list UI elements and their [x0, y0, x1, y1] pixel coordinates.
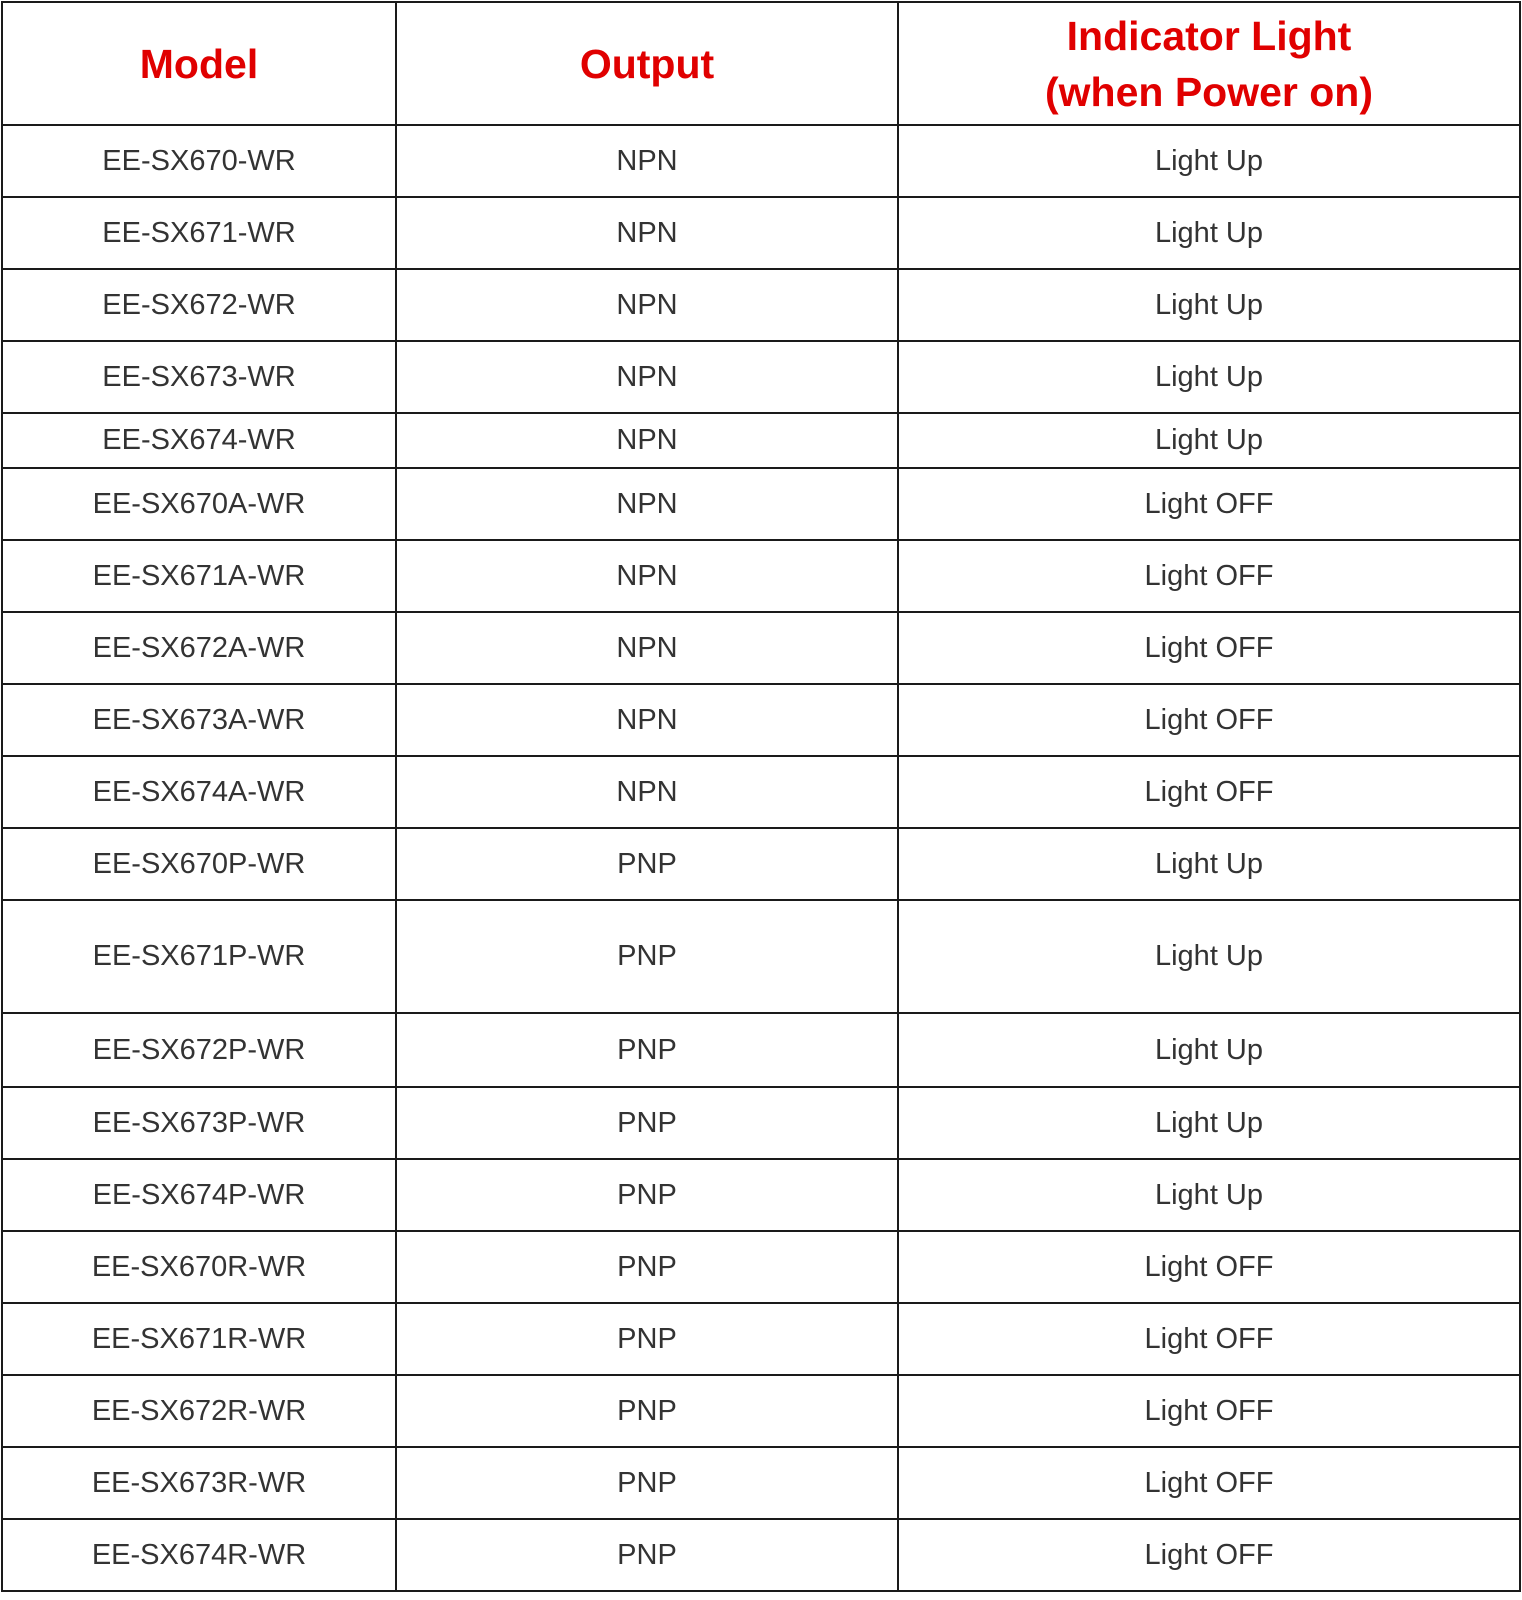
cell-indicator: Light OFF	[898, 1231, 1520, 1303]
cell-model: EE-SX670P-WR	[2, 828, 396, 900]
cell-output: NPN	[396, 684, 898, 756]
cell-indicator: Light Up	[898, 269, 1520, 341]
table-row	[2, 1087, 1520, 1159]
cell-output: PNP	[396, 1447, 898, 1519]
cell-output: PNP	[396, 900, 898, 1013]
cell-model: EE-SX671R-WR	[2, 1303, 396, 1375]
cell-indicator: Light Up	[898, 900, 1520, 1013]
cell-indicator: Light OFF	[898, 1375, 1520, 1447]
header-output: Output	[396, 2, 898, 125]
table-row	[2, 413, 1520, 468]
cell-indicator: Light Up	[898, 413, 1520, 468]
cell-model: EE-SX672-WR	[2, 269, 396, 341]
cell-indicator: Light Up	[898, 125, 1520, 197]
table-row	[2, 468, 1520, 540]
cell-output: NPN	[396, 612, 898, 684]
table-row	[2, 1231, 1520, 1303]
table-row	[2, 341, 1520, 413]
header-model: Model	[2, 2, 396, 125]
cell-indicator: Light Up	[898, 341, 1520, 413]
cell-model: EE-SX671P-WR	[2, 900, 396, 1013]
cell-model: EE-SX671-WR	[2, 197, 396, 269]
cell-output: NPN	[396, 756, 898, 828]
table-row	[2, 684, 1520, 756]
cell-model: EE-SX674A-WR	[2, 756, 396, 828]
cell-output: NPN	[396, 341, 898, 413]
header-row	[2, 2, 1520, 125]
cell-model: EE-SX670R-WR	[2, 1231, 396, 1303]
cell-model: EE-SX673A-WR	[2, 684, 396, 756]
cell-output: PNP	[396, 828, 898, 900]
cell-output: PNP	[396, 1087, 898, 1159]
table-row	[2, 1159, 1520, 1231]
header-indicator-line2: (when Power on)	[1045, 68, 1373, 115]
table-row	[2, 1013, 1520, 1087]
cell-indicator: Light OFF	[898, 540, 1520, 612]
cell-indicator: Light OFF	[898, 1519, 1520, 1591]
cell-output: NPN	[396, 125, 898, 197]
cell-indicator: Light OFF	[898, 1303, 1520, 1375]
table-row	[2, 612, 1520, 684]
table-row	[2, 1519, 1520, 1591]
cell-indicator: Light Up	[898, 197, 1520, 269]
cell-output: PNP	[396, 1159, 898, 1231]
table-row	[2, 125, 1520, 197]
cell-model: EE-SX673-WR	[2, 341, 396, 413]
table-row	[2, 900, 1520, 1013]
cell-model: EE-SX673P-WR	[2, 1087, 396, 1159]
table-row	[2, 828, 1520, 900]
cell-indicator: Light OFF	[898, 756, 1520, 828]
cell-indicator: Light OFF	[898, 612, 1520, 684]
cell-indicator: Light Up	[898, 1159, 1520, 1231]
cell-model: EE-SX674P-WR	[2, 1159, 396, 1231]
cell-model: EE-SX672A-WR	[2, 612, 396, 684]
cell-model: EE-SX672R-WR	[2, 1375, 396, 1447]
cell-output: PNP	[396, 1375, 898, 1447]
cell-model: EE-SX670-WR	[2, 125, 396, 197]
cell-model: EE-SX670A-WR	[2, 468, 396, 540]
header-indicator-line1: Indicator Light	[1066, 12, 1352, 59]
table-row	[2, 197, 1520, 269]
spec-table	[1, 1, 1521, 1592]
cell-model: EE-SX673R-WR	[2, 1447, 396, 1519]
cell-output: NPN	[396, 468, 898, 540]
cell-output: NPN	[396, 540, 898, 612]
header-indicator	[898, 2, 1520, 125]
cell-output: PNP	[396, 1231, 898, 1303]
cell-indicator: Light OFF	[898, 1447, 1520, 1519]
cell-indicator: Light Up	[898, 1013, 1520, 1087]
table-row	[2, 1375, 1520, 1447]
table-row	[2, 540, 1520, 612]
table-row	[2, 1447, 1520, 1519]
cell-model: EE-SX671A-WR	[2, 540, 396, 612]
cell-output: PNP	[396, 1303, 898, 1375]
cell-model: EE-SX672P-WR	[2, 1013, 396, 1087]
cell-output: NPN	[396, 197, 898, 269]
cell-output: NPN	[396, 413, 898, 468]
table-row	[2, 269, 1520, 341]
table-row	[2, 1303, 1520, 1375]
cell-indicator: Light Up	[898, 828, 1520, 900]
cell-indicator: Light OFF	[898, 468, 1520, 540]
cell-indicator: Light Up	[898, 1087, 1520, 1159]
cell-model: EE-SX674-WR	[2, 413, 396, 468]
table-row	[2, 756, 1520, 828]
cell-output: PNP	[396, 1519, 898, 1591]
cell-output: NPN	[396, 269, 898, 341]
cell-indicator: Light OFF	[898, 684, 1520, 756]
cell-output: PNP	[396, 1013, 898, 1087]
cell-model: EE-SX674R-WR	[2, 1519, 396, 1591]
